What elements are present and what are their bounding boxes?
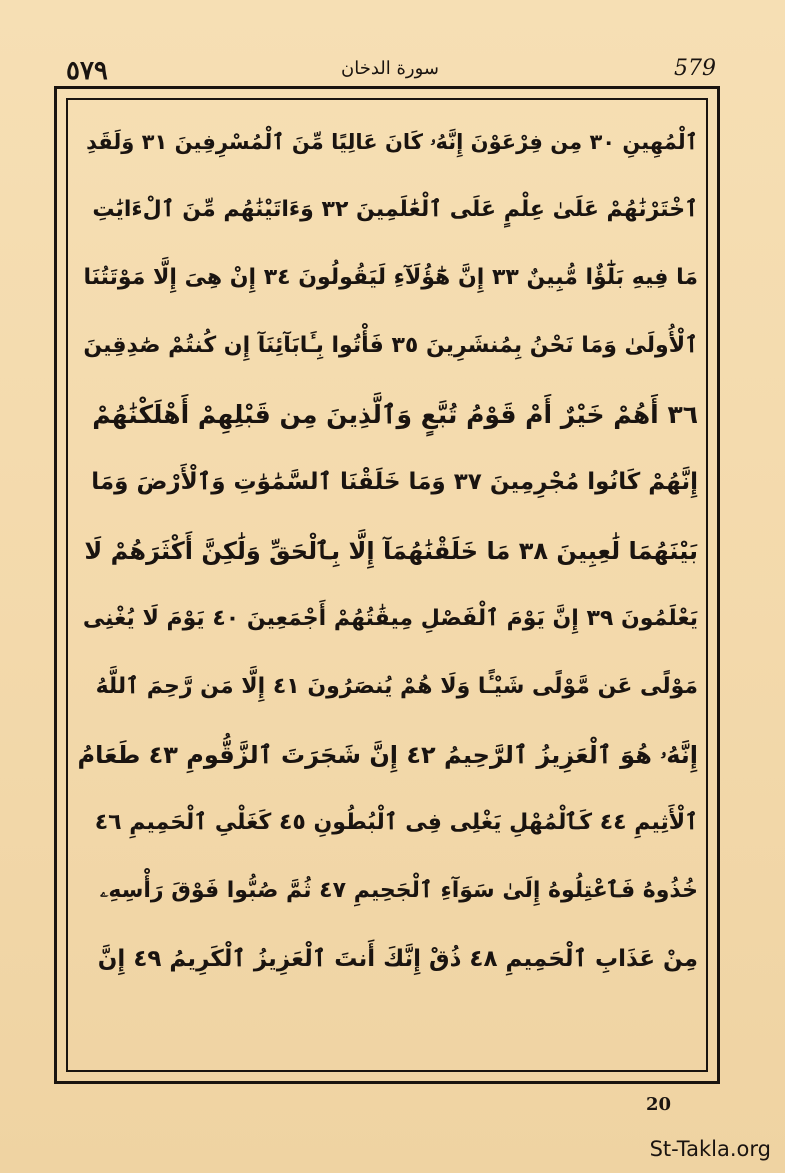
- text-line: خُذُوهُ فَٱعْتِلُوهُ إِلَىٰ سَوَآءِ ٱلْجَحِيمِ ٤٧ ثُمَّ صُبُّوا فَوْقَ رَأْسِهِۦ: [100, 878, 698, 904]
- juz-number: 20: [646, 1094, 672, 1115]
- text-line: ٱلْأَثِيمِ ٤٤ كَٱلْمُهْلِ يَغْلِى فِى ٱلْبُطُونِ ٤٥ كَغَلْىِ ٱلْحَمِيمِ ٤٦: [94, 809, 698, 835]
- text-line: بَيْنَهُمَا لَٰعِبِينَ ٣٨ مَا خَلَقْنَٰهُمَآ إِلَّا بِٱلْحَقِّ وَلَٰكِنَّ أَكْثَرَهُمْ لَا: [84, 536, 698, 565]
- text-line: يَعْلَمُونَ ٣٩ إِنَّ يَوْمَ ٱلْفَصْلِ مِيقَٰتُهُمْ أَجْمَعِينَ ٤٠ يَوْمَ لَا يُغْنِى: [82, 605, 698, 631]
- text-line: إِنَّهُۥ هُوَ ٱلْعَزِيزُ ٱلرَّحِيمُ ٤٢ إِنَّ شَجَرَتَ ٱلزَّقُّومِ ٤٣ طَعَامُ: [77, 740, 698, 769]
- page-number-arabic: ٥٧٩: [66, 56, 108, 86]
- page-header: [60, 52, 720, 88]
- text-line: مِنْ عَذَابِ ٱلْحَمِيمِ ٤٨ ذُقْ إِنَّكَ أَنتَ ٱلْعَزِيزُ ٱلْكَرِيمُ ٤٩ إِنَّ: [97, 945, 698, 972]
- text-line: إِنَّهُمْ كَانُوا مُجْرِمِينَ ٣٧ وَمَا خَلَقْنَا ٱلسَّمَٰوَٰتِ وَٱلْأَرْضَ وَمَا: [91, 469, 698, 496]
- text-line: ٣٦ أَهُمْ خَيْرٌ أَمْ قَوْمُ تُبَّعٍ وَٱلَّذِينَ مِن قَبْلِهِمْ أَهْلَكْنَٰهُمْ: [92, 399, 698, 429]
- text-line: ٱلْمُهِينِ ٣٠ مِن فِرْعَوْنَ إِنَّهُۥ كَانَ عَالِيًا مِّنَ ٱلْمُسْرِفِينَ ٣١ وَلَقَدِ: [86, 129, 698, 154]
- text-line: ٱلْأُولَىٰ وَمَا نَحْنُ بِمُنشَرِينَ ٣٥ فَأْتُوا بِـَٔابَآئِنَآ إِن كُنتُمْ صَٰدِقِينَ: [83, 333, 698, 359]
- text-line: مَا فِيهِ بَلَٰٓؤٌا مُّبِينٌ ٣٣ إِنَّ هَٰٓؤُلَآءِ لَيَقُولُونَ ٣٤ إِنْ هِىَ إِلَّا مَوْتَتُنَا: [83, 265, 698, 291]
- text-line: مَوْلًى عَن مَّوْلًى شَيْـًٔا وَلَا هُمْ يُنصَرُونَ ٤١ إِلَّا مَن رَّحِمَ ٱللَّهُ: [95, 673, 698, 699]
- quran-text-block: [76, 108, 698, 1062]
- page-number-latin: 579: [674, 56, 716, 81]
- surah-name: سورة الدخان: [341, 58, 439, 79]
- text-line: ٱخْتَرْنَٰهُمْ عَلَىٰ عِلْمٍ عَلَى ٱلْعَٰلَمِينَ ٣٢ وَءَاتَيْنَٰهُم مِّنَ ٱلْءَايَٰتِ: [92, 197, 698, 223]
- site-watermark: St-Takla.org: [649, 1137, 771, 1161]
